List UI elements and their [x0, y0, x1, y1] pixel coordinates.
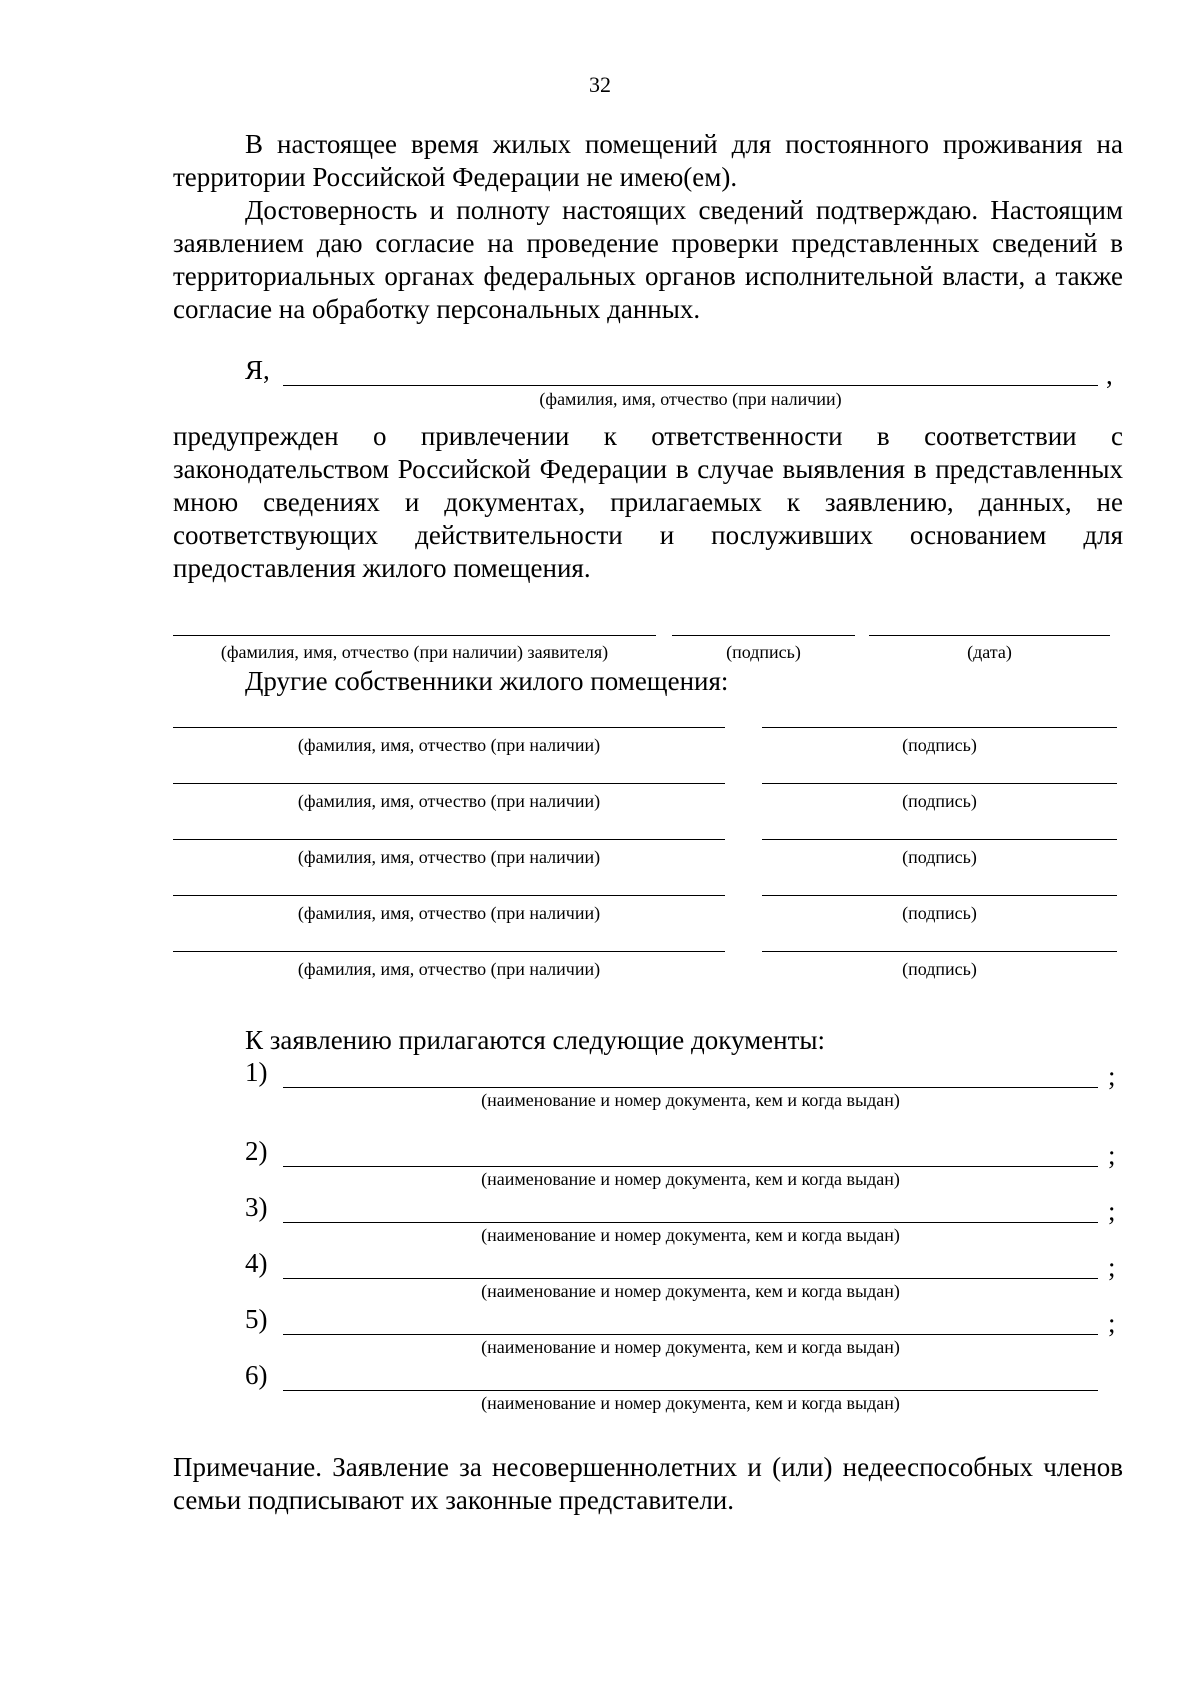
attachment-end: ; — [1108, 1252, 1116, 1282]
owner-signature-field[interactable] — [762, 727, 1117, 728]
attachment-number: 5) — [245, 1304, 268, 1334]
owner-name-caption: (фамилия, имя, отчество (при наличии) — [297, 735, 601, 755]
owner-name-caption: (фамилия, имя, отчество (при наличии) — [297, 791, 601, 811]
applicant-signature-caption: (подпись) — [726, 642, 801, 662]
declaration-prefix: Я, — [245, 355, 270, 385]
owner-signature-field[interactable] — [762, 783, 1117, 784]
attachment-number: 2) — [245, 1136, 268, 1166]
attachment-number: 3) — [245, 1192, 268, 1222]
note-text: Примечание. Заявление за несовершеннолетних и (или) недееспособных членов семьи подписывают их законные представители. — [173, 1452, 1123, 1515]
attachment-field[interactable] — [283, 1087, 1098, 1088]
attachments-heading: К заявлению прилагаются следующие документы: — [245, 1025, 826, 1055]
attachment-number: 1) — [245, 1057, 268, 1087]
owner-signature-caption: (подпись) — [902, 735, 977, 755]
owner-name-caption: (фамилия, имя, отчество (при наличии) — [297, 959, 601, 979]
owners-heading: Другие собственники жилого помещения: — [245, 666, 729, 696]
attachment-caption: (наименование и номер документа, кем и когда выдан) — [481, 1337, 900, 1357]
owner-signature-caption: (подпись) — [902, 903, 977, 923]
attachment-field[interactable] — [283, 1278, 1098, 1279]
attachment-number: 4) — [245, 1248, 268, 1278]
declaration-suffix: , — [1106, 360, 1113, 390]
attachment-field[interactable] — [283, 1390, 1098, 1391]
owner-signature-caption: (подпись) — [902, 791, 977, 811]
owner-name-field[interactable] — [173, 783, 725, 784]
applicant-date-field[interactable] — [869, 635, 1110, 636]
owner-name-caption: (фамилия, имя, отчество (при наличии) — [297, 847, 601, 867]
housing-statement: В настоящее время жилых помещений для постоянного проживания на территории Российской Федерации не имею(ем). — [173, 129, 1123, 192]
applicant-name-caption: (фамилия, имя, отчество (при наличии) заявителя) — [220, 642, 609, 662]
attachment-end: ; — [1108, 1308, 1116, 1338]
applicant-signature-field[interactable] — [672, 635, 855, 636]
attachment-caption: (наименование и номер документа, кем и когда выдан) — [481, 1225, 900, 1245]
applicant-date-caption: (дата) — [967, 642, 1012, 662]
page-number: 32 — [589, 72, 611, 97]
owner-name-field[interactable] — [173, 727, 725, 728]
attachment-field[interactable] — [283, 1222, 1098, 1223]
owner-name-field[interactable] — [173, 839, 725, 840]
liability-statement: предупрежден о привлечении к ответственности в соответствии с законодательством Российской Федерации в случае выявления в представленных мною сведениях и документах, прилагаемых к заявлению, данных, не соответствующих действительности и послуживших основанием для предоставления жилого помещения. — [173, 421, 1123, 583]
consent-statement: Достоверность и полноту настоящих сведений подтверждаю. Настоящим заявлением даю согласие на проведение проверки представленных сведений в территориальных органах федеральных органов исполнительной власти, а также согласие на обработку персональных данных. — [173, 195, 1123, 324]
owner-name-field[interactable] — [173, 895, 725, 896]
attachment-field[interactable] — [283, 1334, 1098, 1335]
owner-name-caption: (фамилия, имя, отчество (при наличии) — [297, 903, 601, 923]
attachment-number: 6) — [245, 1360, 268, 1390]
owner-signature-caption: (подпись) — [902, 959, 977, 979]
declarant-name-caption: (фамилия, имя, отчество (при наличии) — [539, 389, 842, 409]
attachment-end: ; — [1108, 1140, 1116, 1170]
owner-signature-field[interactable] — [762, 951, 1117, 952]
owner-signature-caption: (подпись) — [902, 847, 977, 867]
attachment-caption: (наименование и номер документа, кем и когда выдан) — [481, 1090, 900, 1110]
attachment-caption: (наименование и номер документа, кем и когда выдан) — [481, 1281, 900, 1301]
applicant-name-field[interactable] — [173, 635, 656, 636]
declarant-name-field[interactable] — [283, 385, 1098, 386]
attachment-caption: (наименование и номер документа, кем и когда выдан) — [481, 1393, 900, 1413]
owner-signature-field[interactable] — [762, 895, 1117, 896]
owner-signature-field[interactable] — [762, 839, 1117, 840]
attachment-caption: (наименование и номер документа, кем и когда выдан) — [481, 1169, 900, 1189]
attachment-field[interactable] — [283, 1166, 1098, 1167]
owner-name-field[interactable] — [173, 951, 725, 952]
attachment-end: ; — [1108, 1061, 1116, 1091]
attachment-end: ; — [1108, 1196, 1116, 1226]
